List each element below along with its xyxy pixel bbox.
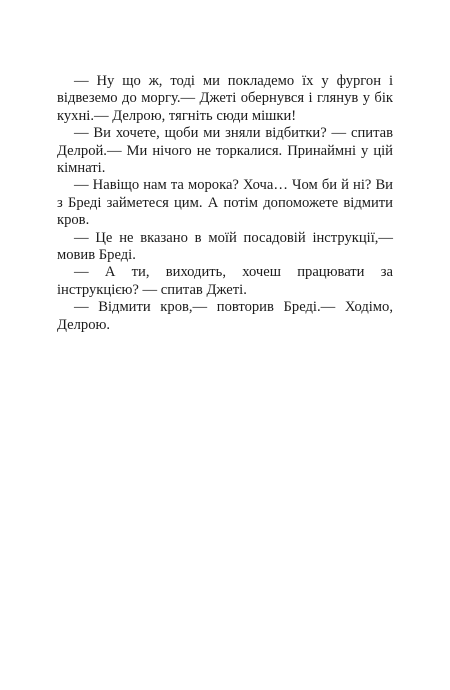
body-text bbox=[57, 73, 393, 334]
paragraph: — Ви хочете, щоби ми зняли відбитки? — спитав Делрой.— Ми нічого не торкалися. Принаймні у цій кімнаті. bbox=[57, 125, 393, 177]
paragraph: — Це не вказано в моїй посадовій інструкції,— мовив Бреді. bbox=[57, 229, 393, 264]
paragraph: — Відмити кров,— повторив Бреді.— Ходімо, Делрою. bbox=[57, 299, 393, 333]
paragraph: — Ну що ж, тоді ми покладемо їх у фургон і відвеземо до моргу.— Джеті обернувся і глянув у бік кухні.— Делрою, тягніть сюди мішки! bbox=[57, 73, 393, 124]
paragraph: — Навіщо нам та морока? Хоча… Чом би й ні? Ви з Бреді займетеся цим. А потім допоможете відмити кров. bbox=[57, 177, 393, 229]
paragraph: — А ти, виходить, хочеш працювати за інструкцією? — спитав Джеті. bbox=[57, 264, 393, 298]
